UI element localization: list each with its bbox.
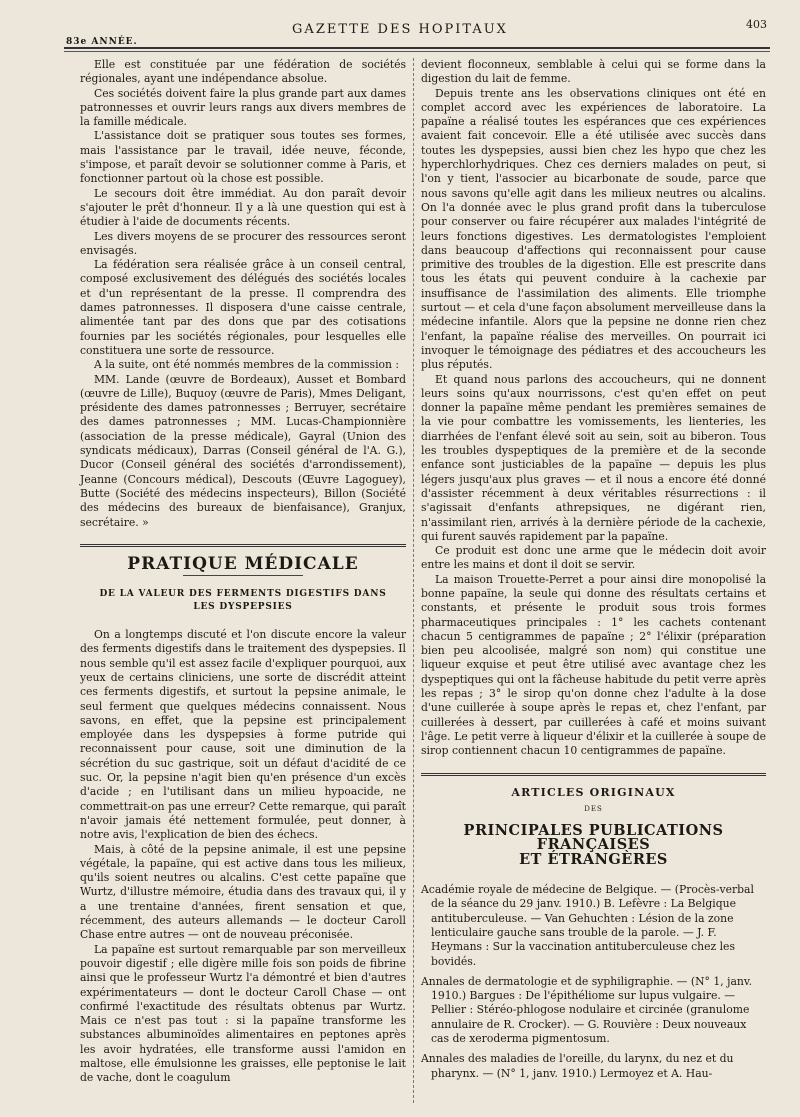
left-paragraph: Les divers moyens de se procurer des ressources seront envisagés. xyxy=(80,229,406,257)
left-paragraph: Le secours doit être immédiat. Au don paraît devoir s'ajouter le prêt d'honneur. Il y a là une question qui est à étudier à l'aide de documents récents. xyxy=(80,186,406,229)
right-column xyxy=(421,58,766,1087)
article-title xyxy=(80,588,406,614)
left-paragraph: Elle est constituée par une fédération de sociétés régionales, ayant une indépendance absolue. xyxy=(80,58,406,86)
right-paragraph: Et quand nous parlons des accoucheurs, qui ne donnent leurs soins qu'aux nourrissons, c'est qu'en effet on peut donner la papaïne même pendant les premières semaines de la vie pour combattre les vomissements, les lienteries, les diarrhées de l'enfant élevé soit au sein, soit au biberon. Tous les troubles dyspeptiques de la première et de la seconde enfance sont justiciables de la papaïne — depuis les plus légers jusqu'aux plus graves — et il nous a encore été donné d'assister récemment à deux véritables résurrections : il s'agissait d'enfants athrepsiques, ne digérant rien, n'assimilant rien, arrivés à la dernière période de la cachexie, qui furent sauvés rapidement par la papaïne. xyxy=(421,372,766,543)
left-paragraph: La fédération sera réalisée grâce à un conseil central, composé exclusivement des délégués des sociétés locales et d'un représentant de la presse. Il comprendra des dames patronnesses. Il disposera d'une caisse centrale, alimentée tant par des dons que par des cotisations fournies par les sociétés régionales, pour lesquelles elle constituera une sorte de ressource. xyxy=(80,258,406,357)
section-divider xyxy=(421,773,766,776)
left-paragraph: L'assistance doit se pratiquer sous toutes ses formes, mais l'assistance par le travail, idée neuve, féconde, s'impose, et paraît devoir se solutionner comme à Paris, et fonctionner partout où la chose est possible. xyxy=(80,129,406,186)
header-rule-thin xyxy=(64,51,770,52)
section-title: PRINCIPALES PUBLICATIONS FRANÇAISES xyxy=(463,822,724,854)
publication-entry: Annales des maladies de l'oreille, du larynx, du nez et du pharynx. — (N° 1, janv. 1910.) Lermoyez et A. Hau- xyxy=(421,1052,734,1080)
section-heading: ARTICLES ORIGINAUX xyxy=(511,785,676,799)
article-paragraph: Mais, à côté de la pepsine animale, il est une pepsine végétale, la papaïne, qui est active dans tous les milieux, qu'ils soient neutres ou alcalins. C'est cette papaïne que Wurtz, d'illustre mémoire, étudia dans des travaux qui, il y a une trentaine d'années, firent sensation et que, récemment, des auteurs allemands — le docteur Caroll Chase entre autres — ont de nouveau préconisée. xyxy=(80,842,406,942)
right-paragraph: La maison Trouette-Perret a pour ainsi dire monopolisé la bonne papaïne, la seule qui donne des résultats certains et constants, et présente le produit sous trois formes pharmaceutiques principales : 1° les cachets contenant chacun 5 centigrammes de papaïne ; 2° l'élixir (préparation bien peu alcoolisée, malgré son nom) qui constitue une liqueur exquise et peut être utilisé avec avantage chez les dyspeptiques qui ont la fâcheuse habitude du petit verre après les repas ; 3° le sirop qu'on donne chez l'adulte à la dose d'une cuillerée à soupe après le repas et, chez l'enfant, par cuillerées à dessert, par cuillerées à café et moins suivant l'âge. Le petit verre à liqueur d'élixir et la cuillerée à soupe de sirop contiennent chacun 10 centigrammes de papaïne. xyxy=(421,572,766,758)
left-column xyxy=(80,58,406,1086)
page-number: 403 xyxy=(746,18,767,31)
section-title: PRATIQUE MÉDICALE xyxy=(127,553,359,574)
publication-entry: Académie royale de médecine de Belgique. — (Procès-verbal de la séance du 29 janv. 1910.) B. Lefèvre : La Belgique antituberculeuse. — Van Gehuchten : Lésion de la zone lenticulaire gauche sans trouble de la parole. — J. F. Heymans : Sur la vaccination antituberculeuse chez les bovidés. xyxy=(421,883,754,968)
article-title-line: DE LA VALEUR DES FERMENTS DIGESTIFS DANS xyxy=(99,589,387,600)
left-paragraph: Ces sociétés doivent faire la plus grande part aux dames patronnesses et ouvrir leurs rangs aux divers membres de la famille médicale. xyxy=(80,86,406,129)
running-title: GAZETTE DES HOPITAUX xyxy=(292,22,508,37)
section-title-line2: ET ÉTRANGÈRES xyxy=(519,850,668,868)
column-divider xyxy=(413,58,414,1103)
publication-entry: Annales de dermatologie et de syphiligraphie. — (N° 1, janv. 1910.) Bargues : De l'épithéliome sur lupus vulgaire. — Pellier : Stéréo-phlogose nodulaire et circinée (granulome annulaire de R. Crocker). — G. Rouvière : Deux nouveaux cas de xeroderma pigmentosum. xyxy=(421,974,753,1045)
right-paragraph: devient floconneux, semblable à celui qui se forme dans la digestion du lait de femme. xyxy=(421,58,766,86)
title-underline xyxy=(183,575,303,576)
edition-label: 83e ANNÉE. xyxy=(66,37,138,47)
article-paragraph: La papaïne est surtout remarquable par son merveilleux pouvoir digestif ; elle digère mille fois son poids de fibrine ainsi que le professeur Wurtz l'a démontré et bien d'autres expérimentateurs — dont le docteur Caroll Chase — ont confirmé l'exactitude des résultats obtenus par Wurtz. Mais ce n'est pas tout : si la papaïne transforme les substances albuminoïdes alimentaires en peptones après les avoir hydratées, elle transforme aussi l'amidon en maltose, elle émulsionne les graisses, elle peptonise le lait de vache, dont le coagulum xyxy=(80,942,406,1085)
section-divider xyxy=(80,544,406,547)
header-rule xyxy=(64,47,770,49)
right-paragraph: Depuis trente ans les observations cliniques ont été en complet accord avec les expériences de laboratoire. La papaïne a réalisé toutes les espérances que ces expériences avaient fait concevoir. Elle a été utilisée avec succès dans toutes les dyspepsies, aussi bien chez les hypo que chez les hyperchlorhydriques. Chez ces derniers malades on peut, si l'on y tient, l'associer au bicarbonate de soude, parce que nous savons qu'elle agit dans les milieux neutres ou alcalins. On l'a donnée avec le plus grand profit dans la tuberculose pour conserver ou faire récupérer aux malades l'intégrité de leurs fonctions digestives. Les dermatologistes l'emploient dans beaucoup d'affections qui reconnaissent pour cause primitive des troubles de la digestion. Elle est prescrite dans tous les états qui peuvent conduire à la cachexie par insuffisance de l'assimilation des aliments. Elle triomphe surtout — et cela d'une façon absolument merveilleuse dans la médecine infantile. Alors que la pepsine ne donne rien chez l'enfant, la papaïne réalise des merveilles. On pourrait ici invoquer le témoignage des pédiatres et des accoucheurs les plus réputés. xyxy=(421,86,766,372)
article-title-line: LES DYSPEPSIES xyxy=(193,602,293,613)
article-paragraph: On a longtemps discuté et l'on discute encore la valeur des ferments digestifs dans le traitement des dyspepsies. Il nous semble qu'il est assez facile d'expliquer pourquoi, aux yeux de certains cliniciens, une sorte de discrédit atteint ces ferments digestifs, et surtout la pepsine animale, le seul ferment que quelques médecins connaissent. Nous savons, en effet, que la pepsine est principalement employée dans les dyspepsies à forme putride qui reconnaissent pour cause, soit une diminution de la sécrétion du suc gastrique, soit un défaut d'acidité de ce suc. Or, la pepsine n'agit bien qu'en présence d'un excès d'acide ; en l'utilisant dans un milieu hypoacide, ne commettrait-on pas une erreur? Cette remarque, qui paraît n'avoir jamais été nettement formulée, peut donner, à notre avis, l'explication de bien des échecs. xyxy=(80,628,406,842)
left-paragraph: MM. Lande (œuvre de Bordeaux), Ausset et Bombard (œuvre de Lille), Buquoy (œuvre de Paris), Mmes Deligant, présidente des dames patronnesses ; Berruyer, secrétaire des dames patronnesses ; MM. Lucas-Championnière (association de la presse médicale), Gayral (Union des syndicats médicaux), Darras (Conseil général de l'A. G.), Ducor (Conseil général des sociétés d'arrondissement), Jeanne (Concours médical), Descouts (Œuvre Lagoguey), Butte (Société des médecins inspecteurs), Billon (Société des médecins des bureaux de bienfaisance), Granjux, secrétaire. » xyxy=(80,372,406,529)
right-paragraph: Ce produit est donc une arme que le médecin doit avoir entre les mains et dont il doit se servir. xyxy=(421,544,766,572)
left-paragraph: A la suite, ont été nommés membres de la commission : xyxy=(94,358,400,372)
section-subheading: DES xyxy=(584,804,603,813)
